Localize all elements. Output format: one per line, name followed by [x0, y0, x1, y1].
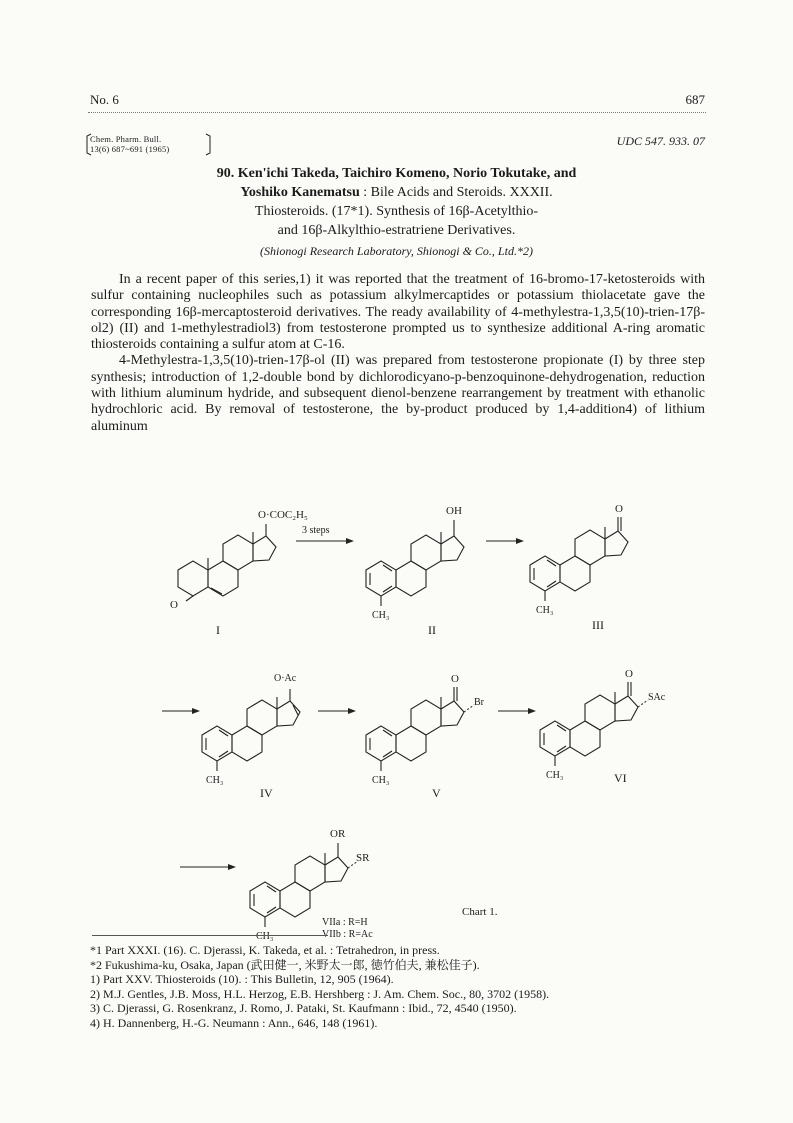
footnote-1: *1 Part XXXI. (16). C. Djerassi, K. Takeda, et al. : Tetrahedron, in press. — [90, 943, 440, 957]
footnote-2: *2 Fukushima-ku, Osaka, Japan (武田健一, 米野太一郎, 徳竹伯夫, 兼松佳子). — [90, 957, 480, 972]
compound-II — [366, 505, 464, 637]
compound-I — [170, 509, 308, 637]
compound-I-ester: O·COC₂H₅ — [258, 509, 308, 521]
compound-VII-CH3: CH₃ — [256, 931, 274, 942]
compound-III-CH3: CH₃ — [536, 605, 554, 616]
compound-IV-CH3: CH₃ — [206, 775, 224, 786]
arrow-3-steps — [296, 525, 354, 544]
compound-VI — [540, 668, 666, 785]
series-title: : Bile Acids and Steroids. XXXII. — [359, 185, 553, 200]
paragraph-1: In a recent paper of this series,1) it was reported that the treatment of 16-bromo-17-ketosteroids with sulfur containing nucleophiles such as potassium alkylmercaptides or potassium thiolacetate gave the corresponding 16β-mercaptosteroid derivatives. The ready availability of 4-methylestra-1,3,5(10)-trien-17β-ol2) (II) and 1-methylestradiol3) from testosterone prompted us to synthesize additional A-ring aromatic thiosteroids containing a sulfur atom at C-16. — [91, 272, 705, 353]
label-compound-VIIb: VIIb : R=Ac — [322, 929, 373, 940]
page-header-issue: No. 6 — [90, 92, 119, 107]
label-compound-VI: VI — [614, 771, 627, 785]
arrow-label-3-steps: 3 steps — [302, 525, 330, 536]
compound-III — [530, 503, 628, 632]
header-rule — [88, 112, 706, 113]
compound-I-ketone-O: O — [170, 599, 178, 611]
compound-VII-SR: SR — [356, 852, 370, 864]
label-compound-I: I — [216, 623, 220, 637]
title-line-3: Thiosteroids. (17*1). Synthesis of 16β-Acetylthio- — [254, 204, 539, 219]
compound-V-CH3: CH₃ — [372, 775, 390, 786]
compound-VII — [250, 828, 373, 942]
footnote-6: 4) H. Dannenberg, H.-G. Neumann : Ann., 646, 148 (1961). — [90, 1015, 378, 1030]
compound-III-O: O — [615, 503, 623, 515]
label-compound-VIIa: VIIa : R=H — [322, 917, 368, 928]
title-line-2 — [90, 183, 703, 202]
footnotes — [90, 943, 710, 1030]
compound-V — [366, 673, 485, 800]
compound-VI-SAc: SAc — [648, 692, 666, 703]
journal-reference — [90, 134, 169, 154]
footnote-rule — [92, 935, 328, 936]
journal-name: Chem. Pharm. Bull. — [90, 134, 162, 144]
journal-volume: 13(6) 687~691 (1965) — [90, 144, 170, 154]
footnote-3: 1) Part XXV. Thiosteroids (10). : This Bulletin, 12, 905 (1964). — [90, 972, 394, 986]
arrow-4 — [318, 708, 356, 714]
paragraph-2: 4-Methylestra-1,3,5(10)-trien-17β-ol (II) was prepared from testosterone propionate (I) by three step synthesis; introduction of 1,2-double bond by dichlorodicyano-p-benzoquinone-dehydrogenation, reduction with lithium aluminum hydride, and subsequent dienol-benzene rearrangement by treatment with ethanolic hydrochloric acid. By removal of testosterone, the by-product produced by 1,4-addition4) of lithium aluminum — [91, 353, 705, 434]
compound-II-CH3: CH₃ — [372, 610, 390, 621]
title-line-4: and 16β-Alkylthio-estratriene Derivatives. — [277, 223, 516, 238]
article-title — [90, 164, 703, 261]
footnote-4: 2) M.J. Gentles, J.B. Moss, H.L. Herzog, E.B. Hershberg : J. Am. Chem. Soc., 80, 3702 (1958). — [90, 986, 550, 1001]
arrow-3 — [162, 708, 200, 714]
label-compound-III: III — [592, 618, 604, 632]
label-compound-IV: IV — [260, 786, 273, 800]
arrow-6 — [180, 864, 236, 870]
label-compound-V: V — [432, 786, 441, 800]
label-compound-II: II — [428, 623, 436, 637]
affiliation: (Shionogi Research Laboratory, Shionogi & Co., Ltd.*2) — [260, 244, 533, 258]
compound-VI-O: O — [625, 668, 633, 680]
compound-VII-OR: OR — [330, 828, 346, 840]
compound-V-O: O — [451, 673, 459, 685]
article-number: 90. — [216, 166, 235, 181]
reaction-scheme — [120, 475, 680, 942]
compound-II-OH: OH — [446, 505, 462, 517]
udc-code: UDC 547. 933. 07 — [616, 134, 705, 148]
authors-line-2: Yoshiko Kanematsu — [240, 185, 360, 200]
footnote-5: 3) C. Djerassi, G. Rosenkranz, J. Romo, J. Pataki, St. Kaufmann : Ibid., 72, 4540 (1950). — [90, 1001, 517, 1015]
compound-IV-OAc: O·Ac — [274, 673, 297, 684]
chart-caption: Chart 1. — [462, 906, 498, 918]
arrow-2 — [486, 538, 524, 544]
authors-line-1: Ken'ichi Takeda, Taichiro Komeno, Norio Tokutake, and — [237, 166, 577, 181]
journal-bracket — [86, 133, 214, 157]
arrow-5 — [498, 708, 536, 714]
compound-V-Br: Br — [474, 697, 484, 708]
page-number: 687 — [685, 92, 705, 107]
body-text — [91, 272, 705, 435]
compound-VI-CH3: CH₃ — [546, 770, 564, 781]
compound-IV — [202, 673, 300, 800]
title-line-1 — [90, 164, 703, 183]
